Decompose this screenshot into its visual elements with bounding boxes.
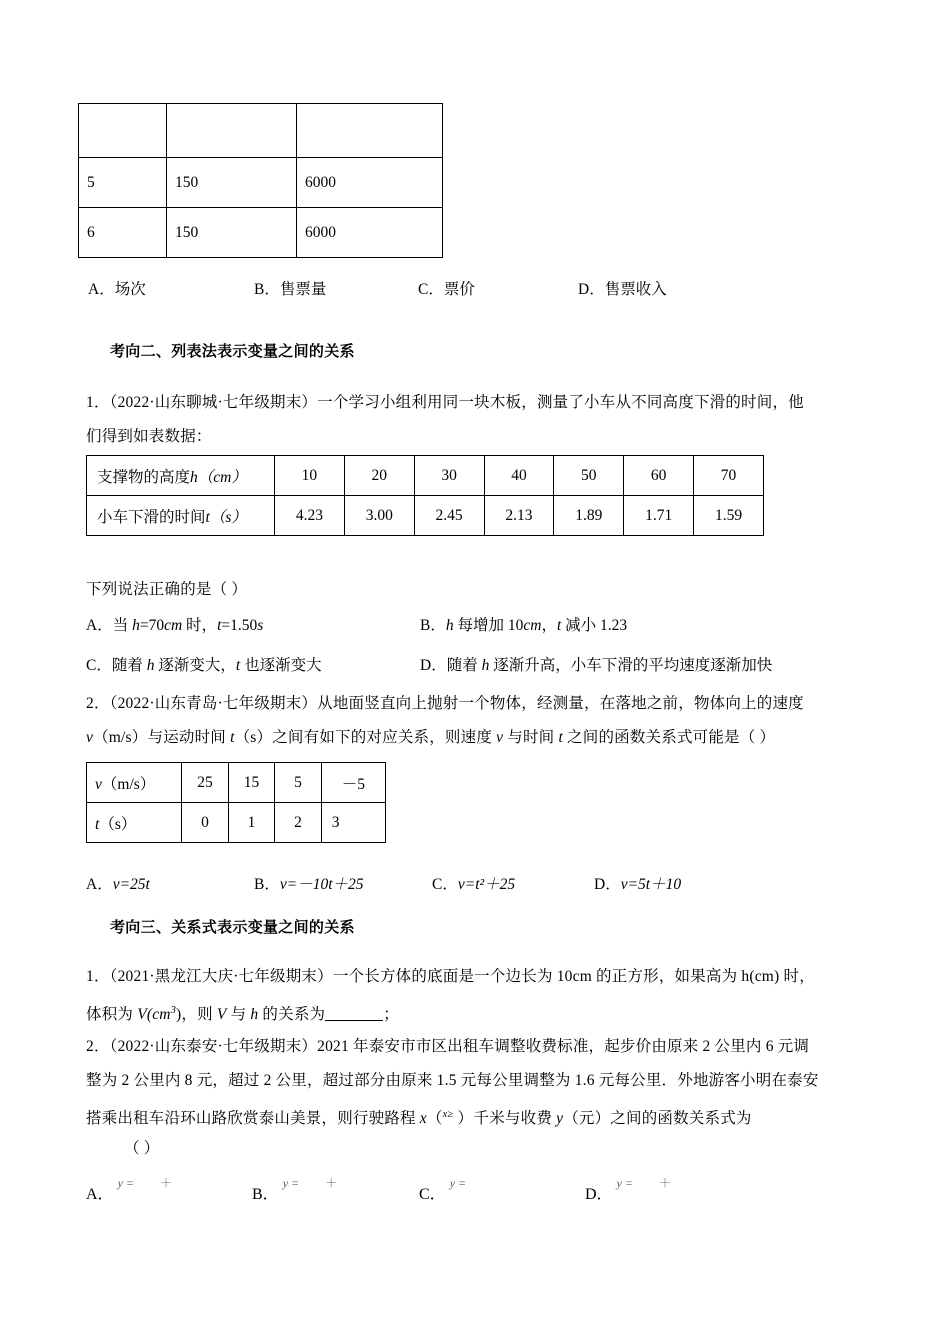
table-cell: 60 <box>624 456 694 496</box>
question-source: （2022·山东聊城·七年级期末） <box>109 394 318 411</box>
option-formula: =5t＋10 <box>627 876 682 893</box>
option-c[interactable]: C．随着 h 逐渐变大，t 也逐渐变大 <box>86 657 322 674</box>
option-letter: A． <box>88 281 115 298</box>
question-text: 2021 年泰安市市区出租车调整收费标准，起步价由原来 2 公里内 6 元调 <box>317 1038 810 1055</box>
s2-q2-line1 <box>86 687 804 721</box>
table-cell: 2.45 <box>414 496 484 536</box>
table-cell: 1 <box>228 803 275 843</box>
option-letter: B． <box>252 1186 279 1203</box>
table-row-header <box>87 763 182 803</box>
table-row-header <box>87 803 182 843</box>
s2-q1-prompt: 下列说法正确的是（ ） <box>86 581 248 598</box>
option-a[interactable]: A．v=25t <box>86 876 150 893</box>
row-label-variable: h <box>190 468 198 486</box>
table-cell: 150 <box>167 208 297 258</box>
option-letter: C． <box>432 876 458 893</box>
question-source: （2021·黑龙江大庆·七年级期末） <box>109 968 333 985</box>
option-formula: =t²＋25 <box>464 876 516 893</box>
table-cell: 0 <box>182 803 229 843</box>
table-cell: 20 <box>344 456 414 496</box>
table-cell: 2.13 <box>484 496 554 536</box>
table-cell: －5 <box>321 763 385 803</box>
option-letter: A． <box>86 617 113 634</box>
option-text: 售票量 <box>279 281 327 298</box>
row-label-variable: v <box>95 775 102 793</box>
table-cell: 50 <box>554 456 624 496</box>
table-cell: 6000 <box>297 158 443 208</box>
table-cell: 1.89 <box>554 496 624 536</box>
question-text: 一个学习小组利用同一块木板，测量了小车从不同高度下滑的时间，他 <box>317 394 804 411</box>
table-cell: 70 <box>694 456 764 496</box>
table-row <box>79 158 443 208</box>
option-a[interactable] <box>88 277 146 299</box>
option-b[interactable]: B．h 每增加 10cm，t 减小 1.23 <box>420 617 628 634</box>
option-formula: y = <box>449 1176 467 1190</box>
option-letter: D． <box>585 1186 613 1203</box>
table-cell: 10 <box>275 456 345 496</box>
option-text: 场次 <box>114 281 146 298</box>
row-label-unit: （cm） <box>197 468 247 486</box>
option-letter: B． <box>420 617 446 634</box>
s3-q2-line4: （ ） <box>124 1140 160 1157</box>
option-letter: A． <box>86 876 113 893</box>
table-cell: 30 <box>414 456 484 496</box>
question-source: （2022·山东青岛·七年级期末） <box>109 695 318 712</box>
table-cell: 1.59 <box>694 496 764 536</box>
option-b[interactable] <box>254 277 326 299</box>
option-a[interactable] <box>86 1176 173 1204</box>
option-a[interactable]: A．当 h=70cm 时，t=1.50s <box>86 617 264 634</box>
answer-blank[interactable] <box>325 1020 383 1021</box>
s3-q2-options <box>86 1158 866 1204</box>
table-cell <box>297 104 443 158</box>
option-letter: D． <box>420 657 447 674</box>
option-formula: =－10t＋25 <box>286 876 364 893</box>
table-row <box>87 456 764 496</box>
s3-q2-line1 <box>86 1030 809 1064</box>
table-cell: 1.71 <box>624 496 694 536</box>
s2-q2-line2: v（m/s）与运动时间 t（s）之间有如下的对应关系，则速度 v 与时间 t 之间的函数关系式可能是（ ） <box>86 729 776 746</box>
table-row-header <box>87 456 275 496</box>
option-c[interactable]: C．v=t²＋25 <box>432 876 516 893</box>
option-c[interactable] <box>419 1176 492 1204</box>
question-source: （2022·山东泰安·七年级期末） <box>109 1038 318 1055</box>
table-cell: 3 <box>321 803 385 843</box>
row-label-text: 支撑物的高度 <box>97 468 191 486</box>
option-formula: =25t <box>119 876 150 893</box>
ticket-sales-table <box>78 103 443 258</box>
table-cell: 40 <box>484 456 554 496</box>
s2-q1-line1 <box>86 386 804 420</box>
s3-q2-line3: 搭乘出租车沿环山路欣赏泰山美景，则行驶路程 x（$^{x\ge}$ ）千米与收费 y（元）之间的函数关系式为 <box>86 1109 752 1128</box>
option-formula: y = ＋ <box>282 1176 338 1190</box>
row-label-unit: （m/s） <box>101 775 156 793</box>
option-b[interactable] <box>252 1176 338 1204</box>
option-text: 售票收入 <box>604 281 667 298</box>
option-letter: C． <box>419 1186 446 1203</box>
option-letter: D． <box>578 281 605 298</box>
table-cell <box>167 104 297 158</box>
table-cell: 2 <box>275 803 322 843</box>
option-d[interactable]: D．v=5t＋10 <box>594 876 682 893</box>
table-row <box>87 763 386 803</box>
option-letter: B． <box>254 876 280 893</box>
table-cell: 3.00 <box>344 496 414 536</box>
table-cell: 6000 <box>297 208 443 258</box>
question-number: 2． <box>86 1038 110 1055</box>
velocity-time-table <box>86 762 386 843</box>
row-label-variable: t <box>95 815 100 833</box>
option-text: 票价 <box>443 281 475 298</box>
question-number: 1． <box>86 968 110 985</box>
s2-q1-line2: 们得到如表数据： <box>86 428 212 445</box>
option-formula: y = ＋ <box>616 1176 672 1190</box>
s3-q1-line1 <box>86 960 815 994</box>
option-b[interactable]: B．v=－10t＋25 <box>254 876 364 893</box>
table-cell: 150 <box>167 158 297 208</box>
question-text: 一个长方体的底面是一个边长为 10cm 的正方形，如果高为 h(cm) 时， <box>332 968 815 985</box>
row-label-text: 小车下滑的时间 <box>97 508 206 526</box>
s3-q1-line2: 体积为 $V(cm^3)$，则 V 与 h 的关系为 ； <box>86 1005 399 1024</box>
option-c[interactable] <box>418 277 475 299</box>
table-row-header <box>87 496 275 536</box>
table-row <box>79 208 443 258</box>
table-cell: 15 <box>228 763 275 803</box>
option-d[interactable]: D．随着 h 逐渐升高，小车下滑的平均速度逐渐加快 <box>420 657 773 674</box>
table-row <box>87 496 764 536</box>
table-cell: 25 <box>182 763 229 803</box>
row-label-variable: t <box>205 508 210 526</box>
row-label-unit: （s） <box>209 508 247 526</box>
table-cell: 6 <box>79 208 167 258</box>
question-number: 1． <box>86 394 110 411</box>
option-letter: B． <box>254 281 280 298</box>
table-row <box>79 104 443 158</box>
option-letter: D． <box>594 876 621 893</box>
option-letter: C． <box>418 281 444 298</box>
option-d[interactable] <box>585 1176 672 1204</box>
question-number: 2． <box>86 695 110 712</box>
section-three-heading: 考向三、关系式表示变量之间的关系 <box>110 919 355 936</box>
table-row <box>87 803 386 843</box>
slope-time-table <box>86 455 764 536</box>
option-formula: y = ＋ <box>117 1176 173 1190</box>
row-label-unit: （s） <box>99 815 137 833</box>
table-cell: 5 <box>275 763 322 803</box>
section-two-heading: 考向二、列表法表示变量之间的关系 <box>110 343 355 360</box>
option-letter: C． <box>86 657 112 674</box>
option-letter: A． <box>86 1186 114 1203</box>
table-cell: 5 <box>79 158 167 208</box>
s3-q2-line2: 整为 2 公里内 8 元，超过 2 公里，超过部分由原来 1.5 元每公里调整为 1.6 元每公里．外地游客小明在泰安 <box>86 1072 819 1089</box>
table-cell: 4.23 <box>275 496 345 536</box>
table-cell <box>79 104 167 158</box>
question-text: 从地面竖直向上抛射一个物体，经测量，在落地之前，物体向上的速度 <box>317 695 804 712</box>
option-d[interactable] <box>578 277 667 299</box>
